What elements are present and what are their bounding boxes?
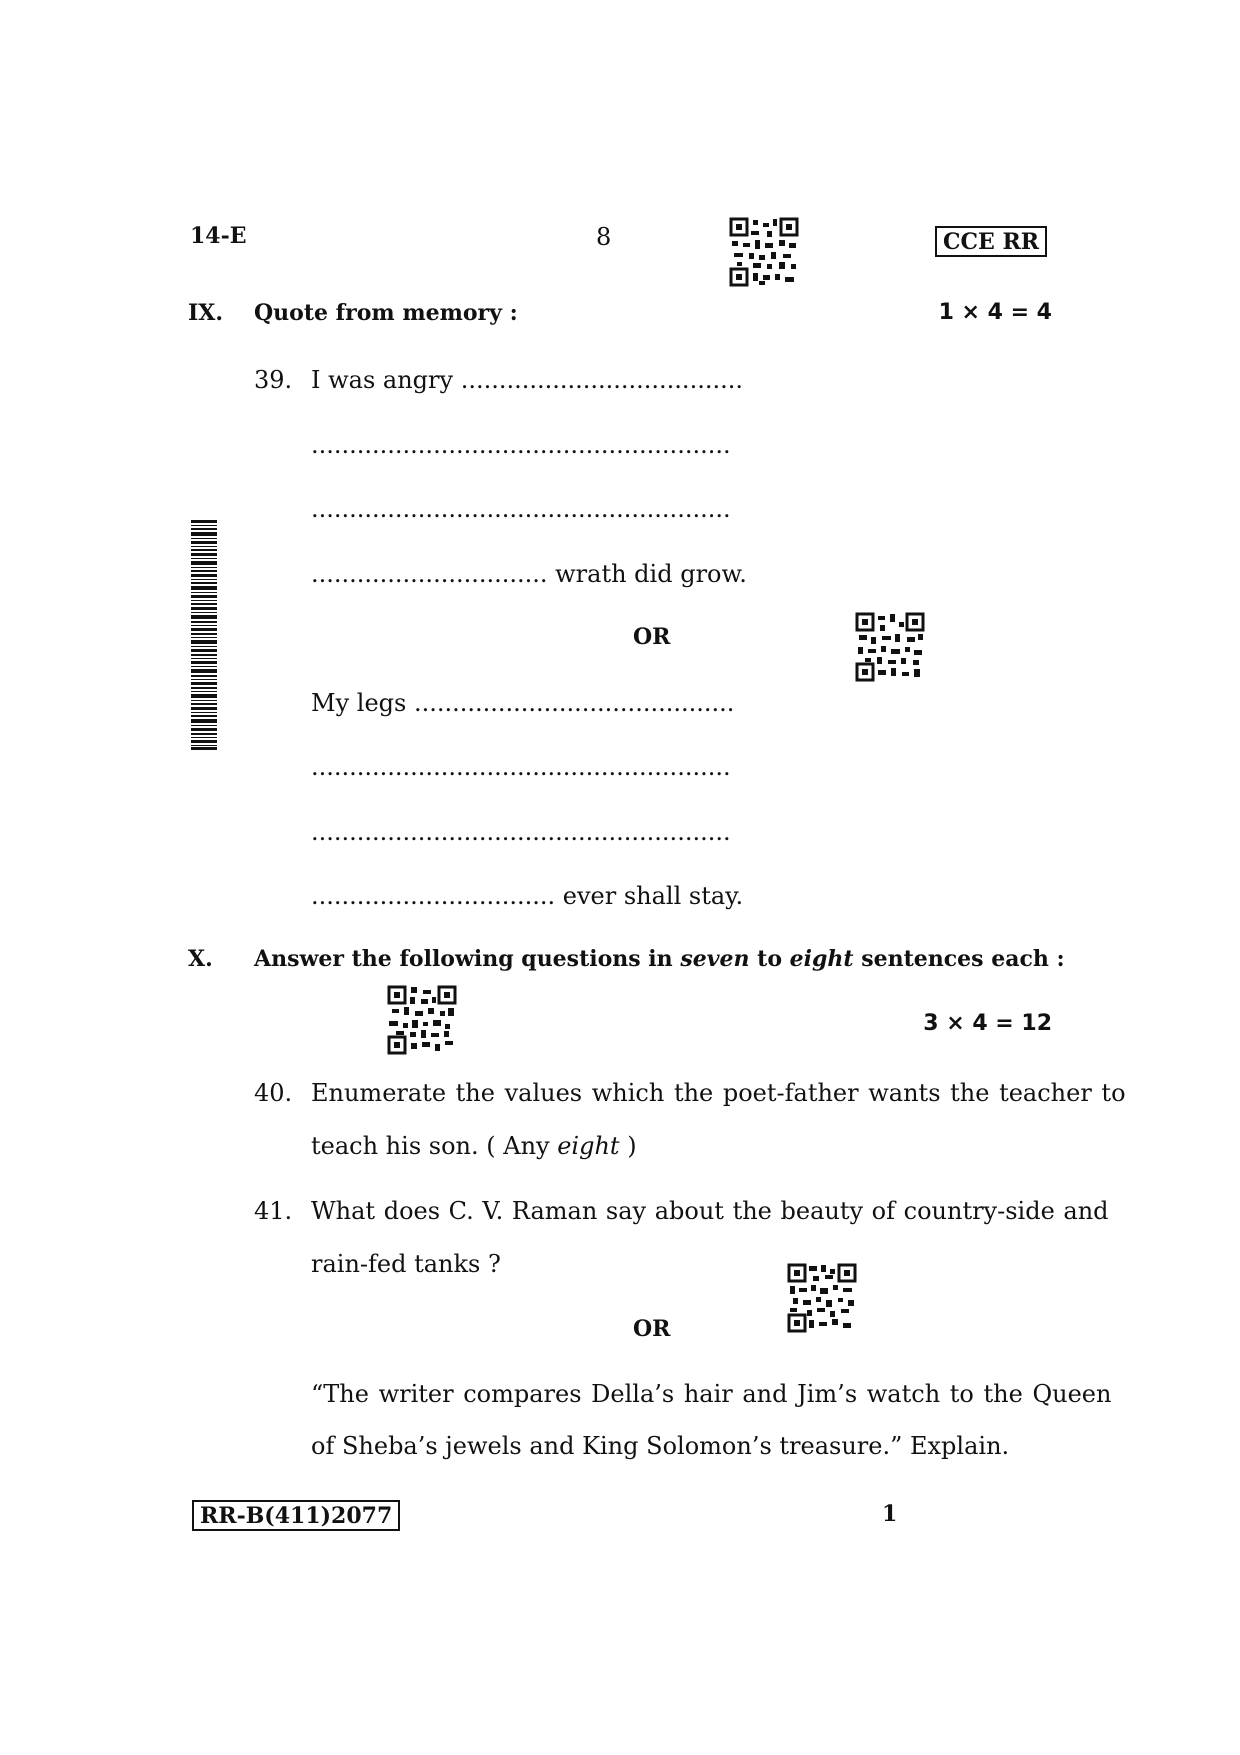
sheet-number: 1 (882, 1501, 898, 1527)
section-x-heading-to: to (749, 946, 790, 972)
question-39-line-3: ....................................................... (311, 495, 731, 523)
question-39-number: 39. (254, 366, 293, 394)
section-x-heading-part-a: Answer the following questions in (254, 946, 681, 972)
page-number: 8 (596, 223, 612, 251)
section-ix-numeral: IX. (188, 300, 224, 326)
question-40-number: 40. (254, 1079, 293, 1107)
question-41-number: 41. (254, 1197, 293, 1225)
question-39-alt-line-4: ................................ ever shall stay. (311, 882, 744, 910)
question-41-line-2: rain-fed tanks ? (311, 1250, 501, 1278)
question-39-alt-line-3: ....................................................... (311, 818, 731, 846)
qr-code-icon (729, 217, 799, 287)
section-x-heading-eight: eight (789, 946, 854, 972)
section-x-marks: 3 × 4 = 12 (923, 1011, 1052, 1036)
section-x-heading-part-b: sentences each : (853, 946, 1065, 972)
scheme-code: CCE RR (935, 226, 1047, 257)
qr-code-icon (855, 612, 925, 682)
question-39-alt-line-1: My legs .......................................... (311, 689, 735, 717)
barcode-icon (191, 520, 217, 750)
section-x-heading (254, 948, 1065, 970)
question-41-alt-line-2: of Sheba’s jewels and King Solomon’s treasure.” Explain. (311, 1432, 1010, 1460)
question-41-alt-line-1: “The writer compares Della’s hair and Jim’s watch to the Queen (311, 1380, 1112, 1408)
question-40-line-2-part-b: ) (619, 1132, 637, 1160)
qr-code-icon (387, 985, 457, 1055)
question-40-line-1: Enumerate the values which the poet-father wants the teacher to (311, 1079, 1126, 1107)
question-41-or: OR (633, 1316, 671, 1342)
booklet-code: RR-B(411)2077 (192, 1500, 400, 1531)
section-x-numeral: X. (188, 946, 213, 972)
question-39-alt-line-2: ....................................................... (311, 753, 731, 781)
section-x-heading-seven: seven (680, 946, 750, 972)
paper-code: 14-E (190, 223, 247, 249)
question-40-line-2-eight: eight (557, 1132, 620, 1160)
question-40-line-2 (311, 1134, 637, 1158)
question-40-line-2-part-a: teach his son. ( Any (311, 1132, 558, 1160)
section-ix-heading: Quote from memory : (254, 300, 518, 326)
question-39-or: OR (633, 624, 671, 650)
qr-code-icon (787, 1263, 857, 1333)
section-ix-marks: 1 × 4 = 4 (938, 300, 1052, 325)
question-39-line-1: I was angry ..................................... (311, 366, 743, 394)
question-41-line-1: What does C. V. Raman say about the beauty of country-side and (311, 1197, 1109, 1225)
question-39-line-2: ....................................................... (311, 431, 731, 459)
question-39-line-4: ............................... wrath did grow. (311, 560, 747, 588)
